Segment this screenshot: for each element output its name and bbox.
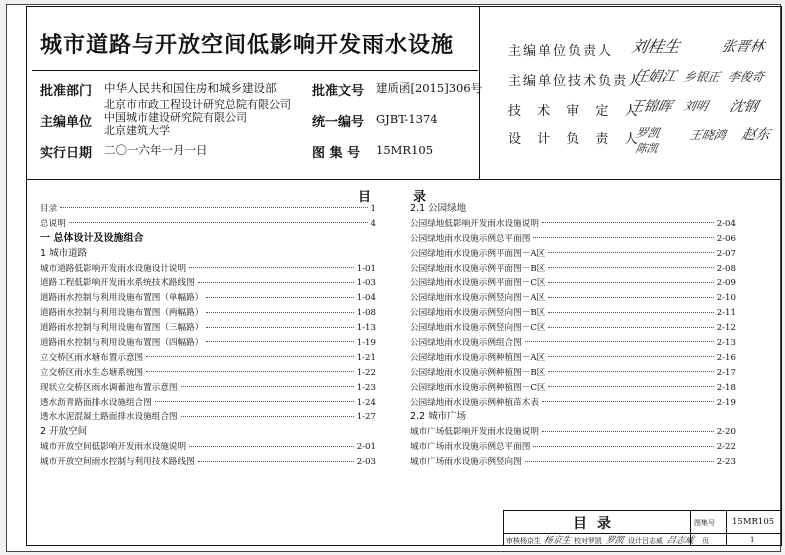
sig-label-review: 技 术 审 定 人 (508, 104, 644, 119)
atlas-label: 图 集 号 (312, 146, 361, 161)
toc-leader-dots (146, 355, 354, 357)
toc-entry-page: 1-03 (356, 278, 376, 289)
toc-leader-dots (155, 400, 354, 402)
toc-entry-title: 道路雨水控制与利用设施布置图（两幅路） (40, 308, 204, 319)
toc-leader-dots (198, 281, 354, 283)
toc-entry-title: 一 总体设计及设施组合 (40, 232, 144, 244)
toc-entry[interactable] (410, 336, 736, 351)
toc-entry-page: 1-13 (356, 323, 376, 334)
toc-leader-dots (60, 206, 367, 208)
signature: 任娟江 (632, 69, 678, 85)
title-block-page: 1 (750, 536, 755, 544)
toc-entry-page: 1-21 (356, 352, 376, 363)
title-block-atlas: 15MR105 (732, 517, 775, 527)
toc-entry-title: 1 城市道路 (40, 247, 88, 259)
toc-heading-left: 目 (358, 190, 372, 205)
toc-section-heading (40, 247, 376, 262)
toc-column-right (410, 202, 736, 470)
toc-leader-dots (548, 251, 714, 253)
toc-entry-page: 2-01 (356, 442, 376, 453)
document-title: 城市道路与开放空间低影响开发雨水设施 (40, 33, 455, 58)
toc-entry[interactable] (410, 217, 736, 232)
toc-entry-page: 1-22 (356, 367, 376, 378)
toc-entry-title: 城市广场雨水设施示例竖向图 (410, 457, 522, 468)
toc-entry-page: 2-07 (716, 248, 736, 259)
title-block-page-label: 页 (702, 537, 709, 545)
toc-entry[interactable] (40, 455, 376, 470)
date-label: 实行日期 (40, 146, 93, 161)
toc-entry-title: 公园绿地雨水设施示例平面图－C区 (410, 278, 546, 289)
toc-leader-dots (525, 340, 714, 342)
toc-entry-title: 公园绿地雨水设施示例竖向图－A区 (410, 293, 546, 304)
toc-entry[interactable] (40, 202, 376, 217)
toc-entry-title: 公园绿地雨水设施示例种植图－B区 (410, 367, 546, 378)
signature: 王锦晖 (628, 99, 674, 115)
toc-entry-page: 2-10 (716, 293, 736, 304)
signature: 罗凯 (634, 126, 662, 140)
toc-leader-dots (548, 370, 713, 372)
approval-no-label: 批准文号 (312, 84, 365, 99)
toc-entry-page: 1-27 (356, 412, 376, 423)
toc-entry-page: 2-23 (716, 457, 736, 468)
toc-leader-dots (206, 311, 353, 313)
toc-entry[interactable] (410, 440, 736, 455)
editor-label: 主编单位 (40, 115, 93, 130)
title-block-check-name: 罗凯 (588, 537, 602, 545)
title-block-check-label: 校对 (574, 537, 588, 545)
title-block (503, 510, 780, 545)
signature: 刘明 (682, 99, 710, 113)
toc-leader-dots (69, 221, 368, 223)
toc-entry-page: 2-17 (716, 367, 736, 378)
toc-entry[interactable] (410, 366, 736, 381)
toc-section-heading (40, 232, 376, 247)
signature: 罗凯 (604, 536, 625, 546)
toc-entry-title: 道路雨水控制与利用设施布置图（单幅路） (40, 293, 204, 304)
toc-entry-title: 透水水泥混凝土路面排水设施组合图 (40, 412, 178, 423)
title-block-divider (726, 533, 727, 545)
toc-entry[interactable] (410, 262, 736, 277)
toc-leader-dots (189, 445, 354, 447)
toc-section-heading (40, 425, 376, 440)
toc-entry-title: 城市开放空间雨水控制与利用技术路线图 (40, 457, 195, 468)
title-block-review-name: 杨京生 (520, 537, 541, 545)
toc-entry-title: 公园绿地雨水设施示例平面图－B区 (410, 263, 546, 274)
title-underline (32, 70, 478, 71)
toc-entry-title: 2.1 公园绿地 (410, 203, 467, 214)
toc-entry[interactable] (410, 381, 736, 396)
toc-entry[interactable] (410, 247, 736, 262)
toc-entry-page: 2-18 (716, 382, 736, 393)
sig-label-chief: 主编单位负责人 (508, 44, 614, 59)
toc-entry[interactable] (410, 321, 736, 336)
toc-entry-page: 2-09 (716, 278, 736, 289)
toc-entry-title: 现状立交桥区雨水调蓄池布置示意图 (40, 382, 178, 393)
signature: 赵东 (740, 127, 772, 143)
toc-entry[interactable] (40, 262, 376, 277)
date: 二〇一六年一月一日 (104, 143, 208, 157)
toc-leader-dots (548, 355, 714, 357)
toc-entry[interactable] (40, 351, 376, 366)
toc-leader-dots (206, 340, 353, 342)
toc-entry-title: 城市广场低影响开发雨水设施说明 (410, 427, 539, 438)
toc-entry-title: 道路雨水控制与利用设施布置图（四幅路） (40, 338, 204, 349)
toc-entry-title: 公园绿地雨水设施示例种植图－C区 (410, 382, 546, 393)
toc-entry[interactable] (40, 291, 376, 306)
title-block-divider (726, 511, 727, 533)
toc-entry[interactable] (410, 455, 736, 470)
toc-leader-dots (548, 385, 713, 387)
toc-entry-title: 立交桥区雨水塘布置示意图 (40, 352, 144, 363)
toc-leader-dots (525, 460, 714, 462)
toc-entry[interactable] (410, 276, 736, 291)
toc-entry-title: 2 开放空间 (40, 426, 88, 438)
signature: 李俊奇 (726, 70, 766, 84)
sig-label-tech: 主编单位技术负责人 (508, 74, 644, 89)
toc-entry-page: 2-12 (716, 323, 736, 334)
toc-entry-page: 2-08 (716, 263, 736, 274)
toc-leader-dots (548, 326, 713, 328)
title-block-divider (690, 511, 691, 533)
toc-entry-title: 立交桥区雨水生态塘系统图 (40, 367, 144, 378)
signature: 刘桂生 (629, 37, 682, 56)
toc-entry[interactable] (40, 306, 376, 321)
toc-entry-title: 公园绿地雨水设施示例种植图－A区 (410, 352, 546, 363)
toc-section-heading (410, 202, 736, 217)
toc-entry-page: 1-04 (356, 293, 376, 304)
toc-entry-title: 公园绿地雨水设施示例竖向图－B区 (410, 308, 546, 319)
toc-leader-dots (198, 460, 354, 462)
toc-leader-dots (542, 221, 714, 223)
title-block-design-name: 吕志威 (642, 537, 663, 545)
toc-leader-dots (181, 415, 354, 417)
toc-entry[interactable] (410, 425, 736, 440)
atlas-no: 15MR105 (376, 143, 434, 157)
toc-entry[interactable] (40, 410, 376, 425)
toc-leader-dots (548, 281, 713, 283)
editor-3: 北京建筑大学 (104, 124, 170, 137)
editor-1: 北京市市政工程设计研究总院有限公司 (104, 98, 291, 111)
toc-entry-page: 4 (370, 218, 376, 229)
signature: 杨京生 (542, 536, 572, 546)
toc-entry-title: 公园绿地雨水设施示例组合图 (410, 338, 522, 349)
toc-entry[interactable] (410, 291, 736, 306)
code: GJBT-1374 (376, 112, 438, 126)
toc-entry-page: 2-11 (716, 308, 736, 319)
toc-entry-page: 1-19 (356, 338, 376, 349)
toc-leader-dots (181, 385, 354, 387)
toc-leader-dots (548, 266, 713, 268)
toc-entry-page: 1-08 (356, 308, 376, 319)
toc-entry-page: 2-06 (716, 233, 736, 244)
signature: 沈钢 (728, 99, 760, 115)
toc-entry-page: 2-20 (716, 427, 736, 438)
toc-entry[interactable] (40, 321, 376, 336)
toc-entry-title: 总说明 (40, 218, 66, 229)
toc-entry-title: 透水沥青路面排水设施组合图 (40, 397, 152, 408)
toc-leader-dots (548, 311, 713, 313)
toc-leader-dots (189, 266, 354, 268)
toc-entry[interactable] (410, 396, 736, 411)
toc-entry-page: 1-23 (356, 382, 376, 393)
toc-entry-title: 道路雨水控制与利用设施布置图（三幅路） (40, 323, 204, 334)
title-block-design-label: 设计 (628, 537, 642, 545)
toc-entry-page: 2-19 (716, 397, 736, 408)
toc-entry-title: 目录 (40, 204, 58, 214)
toc-entry-title: 公园绿地雨水设施示例总平面图 (410, 233, 531, 244)
toc-leader-dots (533, 445, 713, 447)
approval-no: 建质函[2015]306号 (376, 81, 483, 95)
editor-2: 中国城市建设研究院有限公司 (104, 111, 247, 124)
toc-entry-title: 公园绿地雨水设施示例竖向图－C区 (410, 323, 546, 334)
toc-entry-title: 2.2 城市广场 (410, 411, 467, 423)
toc-entry-page: 1-24 (356, 397, 376, 408)
code-label: 统一编号 (312, 115, 365, 130)
title-block-divider (690, 533, 691, 545)
toc-entry-page: 1 (370, 204, 376, 214)
toc-leader-dots (542, 430, 714, 432)
toc-entry-title: 城市开放空间低影响开发雨水设施说明 (40, 442, 187, 453)
toc-leader-dots (542, 400, 714, 402)
toc-entry-title: 公园绿地雨水设施示例种植苗木表 (410, 397, 539, 408)
title-block-review-label: 审核 (506, 537, 520, 545)
toc-entry[interactable] (40, 336, 376, 351)
sig-label-design: 设 计 负 责 人 (508, 132, 644, 147)
signature: 陈凯 (634, 142, 660, 155)
signature: 王晓鸿 (688, 128, 728, 142)
toc-column-left (40, 202, 376, 470)
signature: 乡银正 (682, 70, 722, 84)
toc-entry[interactable] (410, 351, 736, 366)
toc-entry[interactable] (40, 440, 376, 455)
toc-leader-dots (533, 236, 713, 238)
toc-entry-page: 1-01 (356, 263, 376, 274)
toc-entry[interactable] (410, 306, 736, 321)
toc-section-heading (410, 410, 736, 425)
toc-entry-page: 2-03 (356, 457, 376, 468)
toc-entry[interactable] (410, 232, 736, 247)
toc-entry-page: 2-13 (716, 338, 736, 349)
signature: 张晋林 (720, 39, 766, 55)
toc-heading-right: 录 (413, 190, 427, 205)
toc-entry[interactable] (40, 276, 376, 291)
toc-entry-title: 公园绿地雨水设施示例平面图－A区 (410, 248, 546, 259)
approval-dept: 中华人民共和国住房和城乡建设部 (104, 81, 277, 95)
title-block-atlas-label: 图集号 (694, 519, 715, 527)
signature: 吕志威 (665, 536, 695, 546)
toc-entry[interactable] (40, 396, 376, 411)
title-block-title: 目录 (573, 516, 621, 532)
toc-leader-dots (206, 296, 353, 298)
toc-entry-title: 道路工程低影响开发雨水系统技术路线图 (40, 278, 195, 289)
toc-entry-title: 公园绿地低影响开发雨水设施说明 (410, 218, 539, 229)
toc-entry-page: 2-22 (716, 442, 736, 453)
toc-entry[interactable] (40, 381, 376, 396)
toc-entry[interactable] (40, 217, 376, 232)
toc-leader-dots (146, 370, 354, 372)
toc-leader-dots (548, 296, 714, 298)
approval-dept-label: 批准部门 (40, 84, 93, 99)
toc-entry-title: 城市广场雨水设施示例总平面图 (410, 442, 531, 453)
toc-entry-page: 2-16 (716, 352, 736, 363)
toc-entry-title: 城市道路低影响开发雨水设施设计说明 (40, 263, 187, 274)
toc-entry[interactable] (40, 366, 376, 381)
toc-entry-page: 2-04 (716, 218, 736, 229)
toc-leader-dots (206, 326, 353, 328)
